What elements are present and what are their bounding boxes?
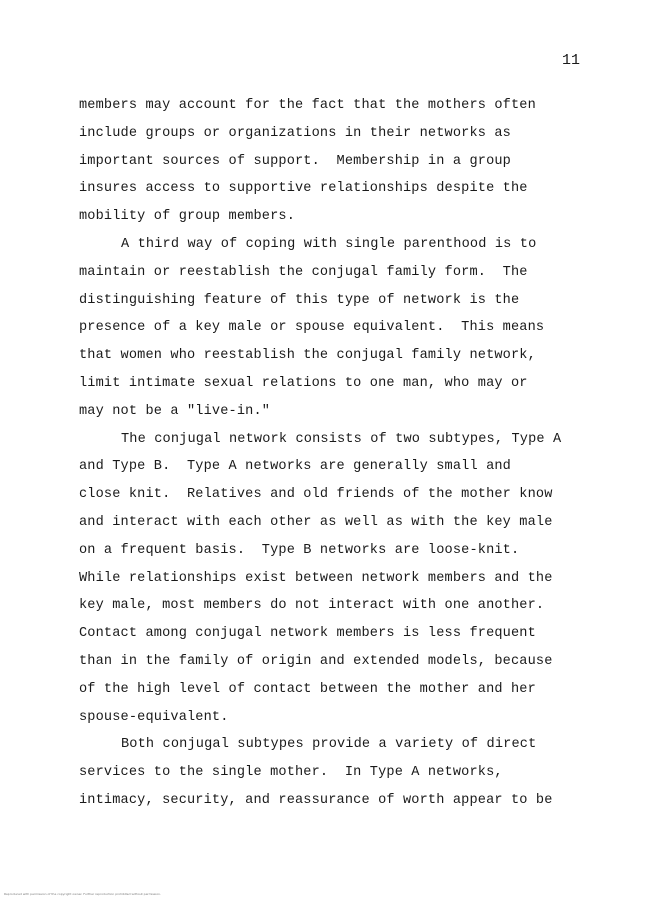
text-line: include groups or organizations in their networks as [79,125,511,141]
text-line: limit intimate sexual relations to one man, who may or [79,375,528,391]
text-line: Contact among conjugal network members is less frequent [79,626,536,642]
text-line: may not be a "live-in." [79,403,271,419]
text-line: than in the family of origin and extended models, because [79,653,553,669]
text-line: of the high level of contact between the mother and her [79,681,536,697]
text-line: on a frequent basis. Type B networks are loose-knit. [79,542,520,558]
text-line: key male, most members do not interact with one another. [79,598,545,614]
copyright-stamp: Reproduced with permission of the copyright owner. Further reproduction prohibited without permission. [4,892,162,896]
body-text [79,92,619,815]
text-line: intimacy, security, and reassurance of worth appear to be [79,792,553,808]
text-line: services to the single mother. In Type A networks, [79,765,503,781]
text-line: that women who reestablish the conjugal family network, [79,348,536,364]
text-line: spouse-equivalent. [79,709,229,725]
text-line: and interact with each other as well as with the key male [79,514,553,530]
text-line: While relationships exist between network members and the [79,570,553,586]
page-number: 11 [562,52,581,69]
text-line: and Type B. Type A networks are generally small and [79,459,511,475]
text-line: mobility of group members. [79,209,295,225]
text-line: insures access to supportive relationships despite the [79,181,528,197]
text-line: presence of a key male or spouse equivalent. This means [79,320,545,336]
text-line: maintain or reestablish the conjugal family form. The [79,264,528,280]
paragraph-first-line: A third way of coping with single parenthood is to [121,236,537,252]
text-line: important sources of support. Membership in a group [79,153,511,169]
paragraph-first-line: Both conjugal subtypes provide a variety of direct [121,737,537,753]
text-line: members may account for the fact that the mothers often [79,98,536,113]
text-line: close knit. Relatives and old friends of the mother know [79,487,553,503]
paragraph-first-line: The conjugal network consists of two subtypes, Type A [121,431,562,447]
text-line: distinguishing feature of this type of network is the [79,292,520,308]
